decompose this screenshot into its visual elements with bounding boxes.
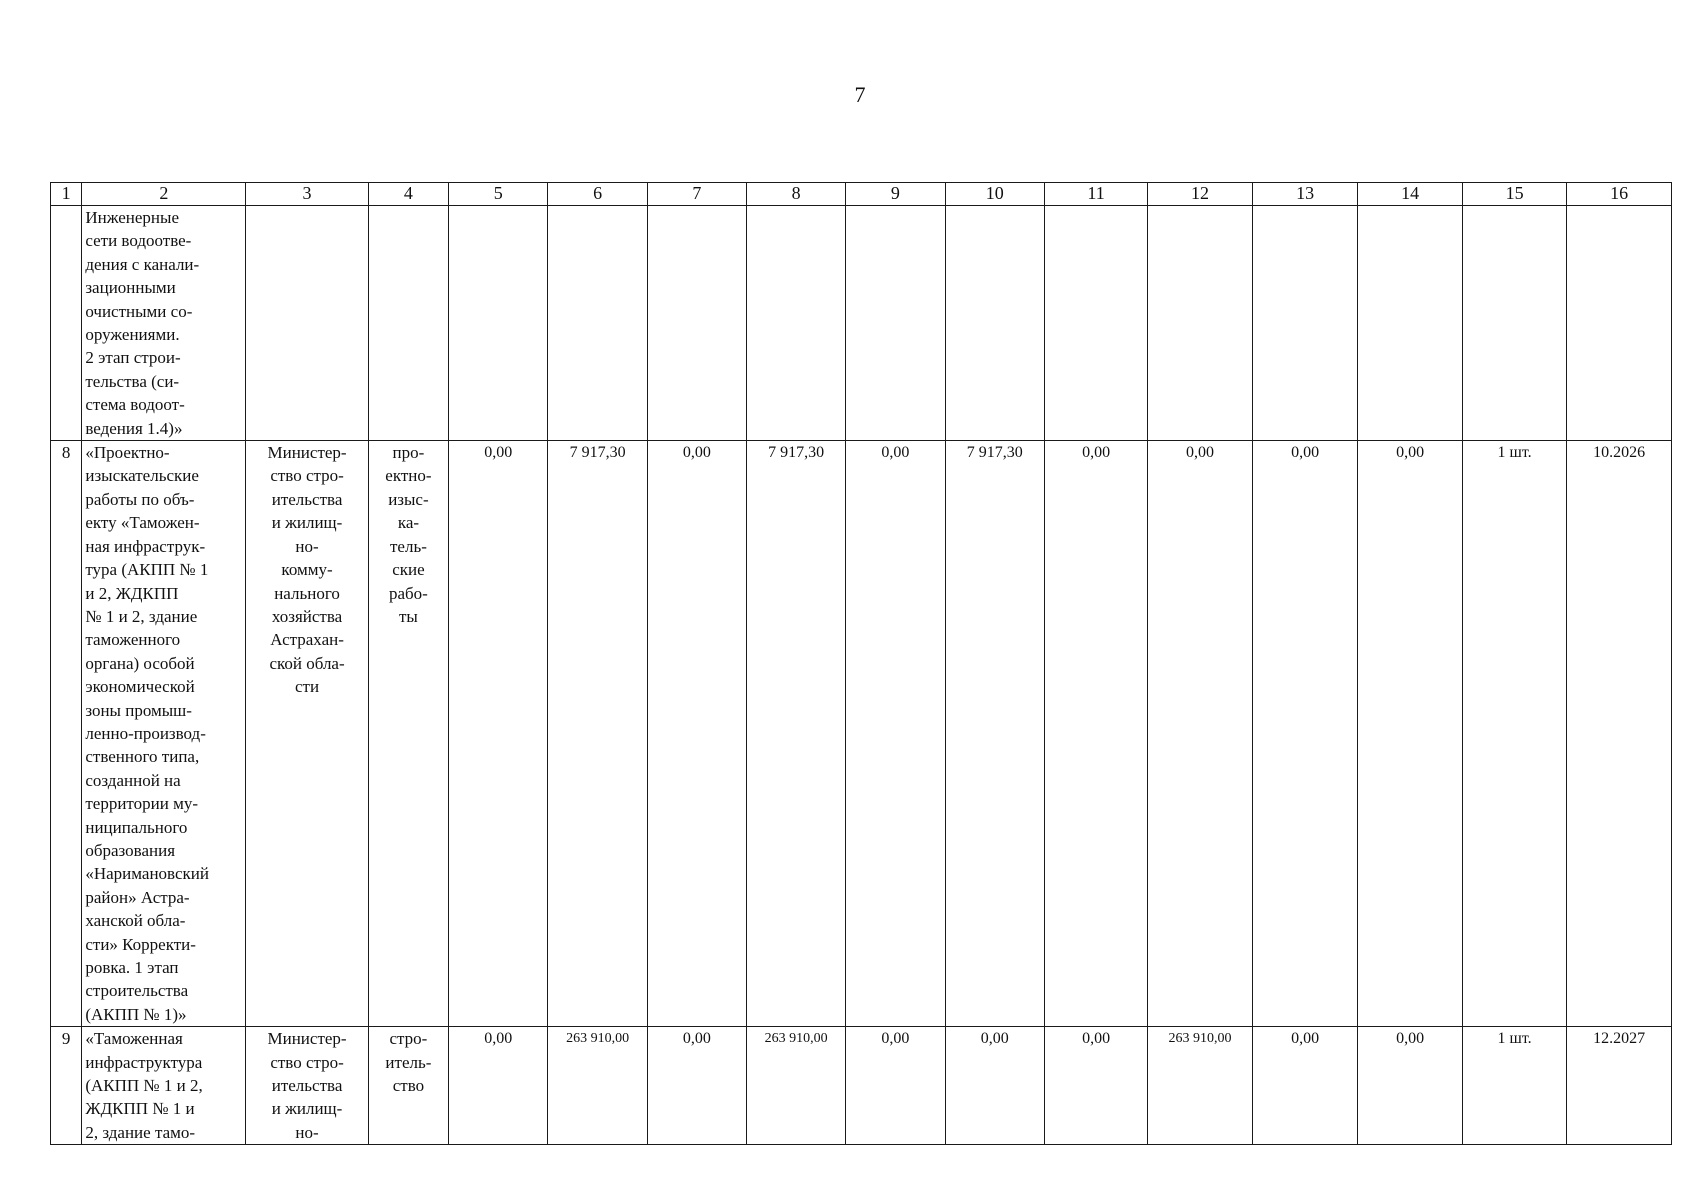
object-name: Инженерные сети водоотве- дения с канали- зационными очистными со- оружениями. 2 этап строи- тельства (си- стема водоот- ведения 1.4)» (82, 206, 246, 441)
work-type: про- ектно- изыс- ка- тель- ские рабо- ты (368, 441, 448, 1027)
value-cell (1044, 206, 1147, 441)
value-cell: 0,00 (647, 441, 746, 1027)
value-cell: 263 910,00 (1148, 1027, 1253, 1145)
value-cell (449, 206, 548, 441)
column-number: 1 (51, 183, 82, 206)
column-number: 4 (368, 183, 448, 206)
value-cell: 0,00 (945, 1027, 1044, 1145)
value-cell: 0,00 (449, 1027, 548, 1145)
value-cell (846, 206, 945, 441)
quantity-cell: 1 шт. (1462, 1027, 1567, 1145)
table-row (51, 1027, 1672, 1145)
work-type (368, 206, 448, 441)
value-cell (647, 206, 746, 441)
value-cell: 0,00 (1252, 441, 1358, 1027)
column-number: 14 (1358, 183, 1463, 206)
value-cell: 0,00 (1358, 1027, 1463, 1145)
column-number: 2 (82, 183, 246, 206)
executor: Министер- ство стро- ительства и жилищ- но- комму- нального хозяйства Астрахан- ской обла- сти (246, 441, 368, 1027)
column-number: 13 (1252, 183, 1358, 206)
column-number: 11 (1044, 183, 1147, 206)
page-number: 7 (854, 82, 866, 107)
value-cell: 263 910,00 (747, 1027, 846, 1145)
row-number: 8 (51, 441, 82, 1027)
value-cell: 7 917,30 (945, 441, 1044, 1027)
column-number: 5 (449, 183, 548, 206)
value-cell: 0,00 (846, 441, 945, 1027)
value-cell: 0,00 (1044, 441, 1147, 1027)
value-cell: 7 917,30 (548, 441, 647, 1027)
budget-table (50, 182, 1672, 1145)
object-name: «Проектно- изыскательские работы по объ- екту «Таможен- ная инфраструк- тура (АКПП № 1 и 2, ЖДКПП № 1 и 2, здание таможенного органа) особой экономической зоны промыш- ленно-производ- ственного типа, созданной на территории му- ниципального образования «Наримановский район» Астра- ханской обла- сти» Корректи- ровка. 1 этап строительства (АКПП № 1)» (82, 441, 246, 1027)
work-type: стро- итель- ство (368, 1027, 448, 1145)
executor (246, 206, 368, 441)
date-cell: 12.2027 (1567, 1027, 1672, 1145)
value-cell: 0,00 (1252, 1027, 1358, 1145)
column-number: 12 (1148, 183, 1253, 206)
object-name: «Таможенная инфраструктура (АКПП № 1 и 2, ЖДКПП № 1 и 2, здание тамо- (82, 1027, 246, 1145)
column-number: 16 (1567, 183, 1672, 206)
value-cell (1358, 206, 1463, 441)
value-cell (945, 206, 1044, 441)
table-row (51, 441, 1672, 1027)
executor: Министер- ство стро- ительства и жилищ- но- (246, 1027, 368, 1145)
column-number: 9 (846, 183, 945, 206)
quantity-cell: 1 шт. (1462, 441, 1567, 1027)
column-number-row (51, 183, 1672, 206)
row-number (51, 206, 82, 441)
value-cell: 7 917,30 (747, 441, 846, 1027)
quantity-cell (1462, 206, 1567, 441)
column-number: 6 (548, 183, 647, 206)
value-cell: 0,00 (846, 1027, 945, 1145)
value-cell: 0,00 (449, 441, 548, 1027)
column-number: 15 (1462, 183, 1567, 206)
column-number: 3 (246, 183, 368, 206)
row-number: 9 (51, 1027, 82, 1145)
value-cell (548, 206, 647, 441)
table-row (51, 206, 1672, 441)
column-number: 8 (747, 183, 846, 206)
date-cell (1567, 206, 1672, 441)
value-cell (1148, 206, 1253, 441)
value-cell: 0,00 (1148, 441, 1253, 1027)
value-cell: 0,00 (1044, 1027, 1147, 1145)
column-number: 7 (647, 183, 746, 206)
date-cell: 10.2026 (1567, 441, 1672, 1027)
value-cell (747, 206, 846, 441)
value-cell: 0,00 (1358, 441, 1463, 1027)
value-cell (1252, 206, 1358, 441)
column-number: 10 (945, 183, 1044, 206)
value-cell: 263 910,00 (548, 1027, 647, 1145)
value-cell: 0,00 (647, 1027, 746, 1145)
